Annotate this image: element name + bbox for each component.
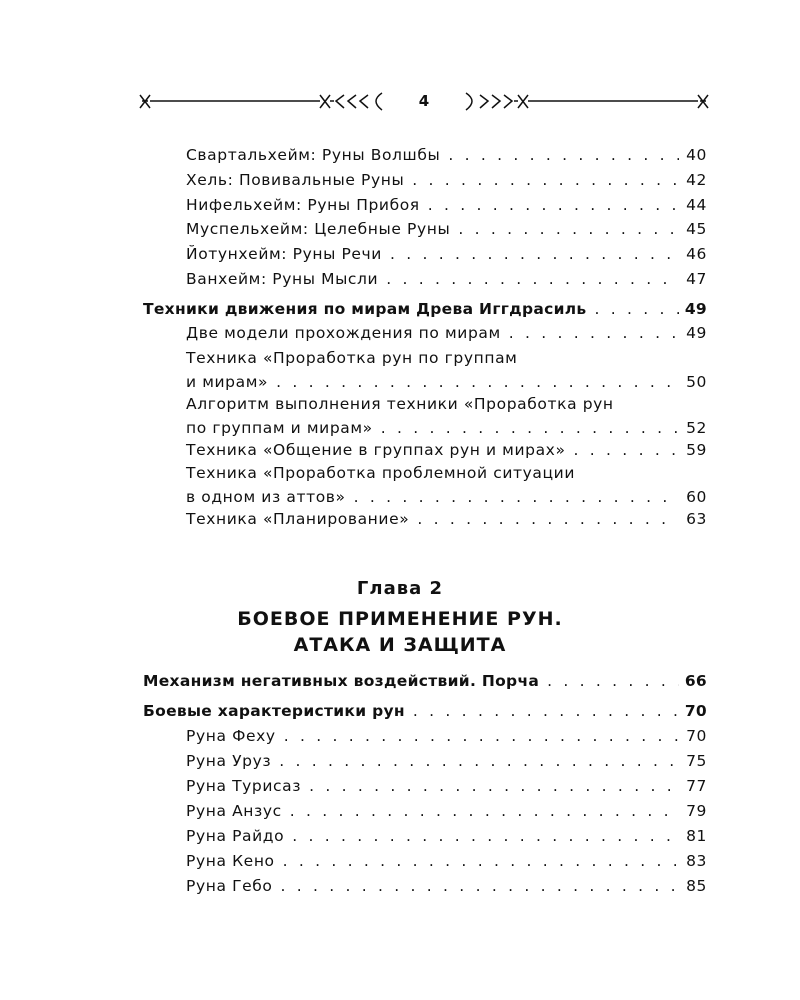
leader-dots <box>448 143 679 167</box>
toc-entry <box>186 799 707 823</box>
toc-entry-title: Руна Феху <box>186 727 276 745</box>
page-number: 4 <box>418 92 430 110</box>
chapter-label: Глава 2 <box>356 578 444 599</box>
toc-entry-page: 42 <box>686 171 707 189</box>
leader-dots <box>547 669 679 693</box>
toc-entry <box>186 461 707 509</box>
toc-entry <box>186 507 707 531</box>
toc-entry-page: 60 <box>686 488 707 506</box>
toc-entry-title-line1: Техника «Проработка проблемной ситуации <box>186 464 575 482</box>
toc-section <box>143 669 707 693</box>
toc-entry-title: Муспельхейм: Целебные Руны <box>186 220 451 238</box>
leader-dots <box>428 193 679 217</box>
toc-entry <box>186 242 707 266</box>
toc-entry-title: Йотунхейм: Руны Речи <box>186 245 382 263</box>
toc-entry <box>186 346 707 394</box>
toc-section-title: Техники движения по мирам Древа Иггдрасиль <box>143 300 587 318</box>
toc-entry-page: 45 <box>686 220 707 238</box>
toc-entry <box>186 143 707 167</box>
toc-entry <box>186 749 707 773</box>
leader-dots <box>276 370 679 394</box>
toc-entry-title: Руна Кено <box>186 852 275 870</box>
leader-dots <box>458 217 679 241</box>
toc-entry <box>186 321 707 345</box>
toc-entry-page: 70 <box>686 727 707 745</box>
toc-entry-title: Руна Турисаз <box>186 777 302 795</box>
toc-entry <box>186 874 707 898</box>
toc-entry-title: Нифельхейм: Руны Прибоя <box>186 196 420 214</box>
page-header <box>138 88 710 116</box>
toc-section <box>143 297 707 321</box>
leader-dots <box>595 297 679 321</box>
toc-entry-title: Руна Анзус <box>186 802 282 820</box>
toc-entry-page: 40 <box>686 146 707 164</box>
leader-dots <box>284 724 679 748</box>
leader-dots <box>279 749 679 773</box>
leader-dots <box>390 242 679 266</box>
toc-entry-page: 50 <box>686 373 707 391</box>
leader-dots <box>354 485 679 509</box>
toc-entry-title-line2: по группам и мирам» <box>186 419 373 437</box>
toc-entry-title-line1: Техника «Проработка рун по группам <box>186 349 518 367</box>
leader-dots <box>381 416 679 440</box>
leader-dots <box>509 321 679 345</box>
toc-entry-page: 77 <box>686 777 707 795</box>
toc-entry-title-line1: Алгоритм выполнения техники «Проработка рун <box>186 395 614 413</box>
toc-entry-page: 46 <box>686 245 707 263</box>
toc-entry-title: Свартальхейм: Руны Волшбы <box>186 146 441 164</box>
toc-entry-title: Техника «Общение в группах рун и мирах» <box>186 441 566 459</box>
toc-entry <box>186 849 707 873</box>
toc-section-title: Боевые характеристики рун <box>143 702 405 720</box>
toc-section-page: 66 <box>684 672 707 690</box>
toc-entry <box>186 168 707 192</box>
toc-entry-page: 59 <box>686 441 707 459</box>
toc-entry-page: 83 <box>686 852 707 870</box>
toc-entry <box>186 267 707 291</box>
toc-entry-title: Ванхейм: Руны Мысли <box>186 270 379 288</box>
leader-dots <box>283 849 679 873</box>
chapter-title-line2: АТАКА И ЗАЩИТА <box>293 634 507 656</box>
toc-entry <box>186 392 707 440</box>
leader-dots <box>281 874 679 898</box>
toc-entry <box>186 724 707 748</box>
toc-entry <box>186 438 707 462</box>
toc-entry-title-line2: в одном из аттов» <box>186 488 346 506</box>
leader-dots <box>413 699 679 723</box>
toc-entry-title: Две модели прохождения по мирам <box>186 324 501 342</box>
toc-entry-page: 44 <box>686 196 707 214</box>
leader-dots <box>290 799 679 823</box>
toc-entry-page: 85 <box>686 877 707 895</box>
toc-entry-page: 79 <box>686 802 707 820</box>
toc-entry-page: 52 <box>686 419 707 437</box>
toc-entry-page: 47 <box>686 270 707 288</box>
toc-entry-page: 49 <box>686 324 707 342</box>
toc-entry <box>186 774 707 798</box>
leader-dots <box>412 168 679 192</box>
toc-section-page: 70 <box>684 702 707 720</box>
chapter-title-line1: БОЕВОЕ ПРИМЕНЕНИЕ РУН. <box>237 608 563 630</box>
toc-section-page: 49 <box>684 300 707 318</box>
chapter-title <box>0 606 800 658</box>
toc-entry-title: Хель: Повивальные Руны <box>186 171 405 189</box>
leader-dots <box>417 507 679 531</box>
leader-dots <box>574 438 679 462</box>
toc-entry <box>186 824 707 848</box>
toc-entry-page: 63 <box>686 510 707 528</box>
leader-dots <box>292 824 679 848</box>
toc-entry-title: Руна Райдо <box>186 827 285 845</box>
leader-dots <box>386 267 679 291</box>
toc-section <box>143 699 707 723</box>
leader-dots <box>309 774 679 798</box>
toc-entry-page: 75 <box>686 752 707 770</box>
toc-entry-title: Руна Гебо <box>186 877 273 895</box>
toc-entry-title: Техника «Планирование» <box>186 510 410 528</box>
toc-entry <box>186 193 707 217</box>
toc-section-title: Механизм негативных воздействий. Порча <box>143 672 540 690</box>
toc-entry <box>186 217 707 241</box>
toc-entry-title: Руна Уруз <box>186 752 272 770</box>
toc-entry-page: 81 <box>686 827 707 845</box>
toc-entry-title-line2: и мирам» <box>186 373 269 391</box>
